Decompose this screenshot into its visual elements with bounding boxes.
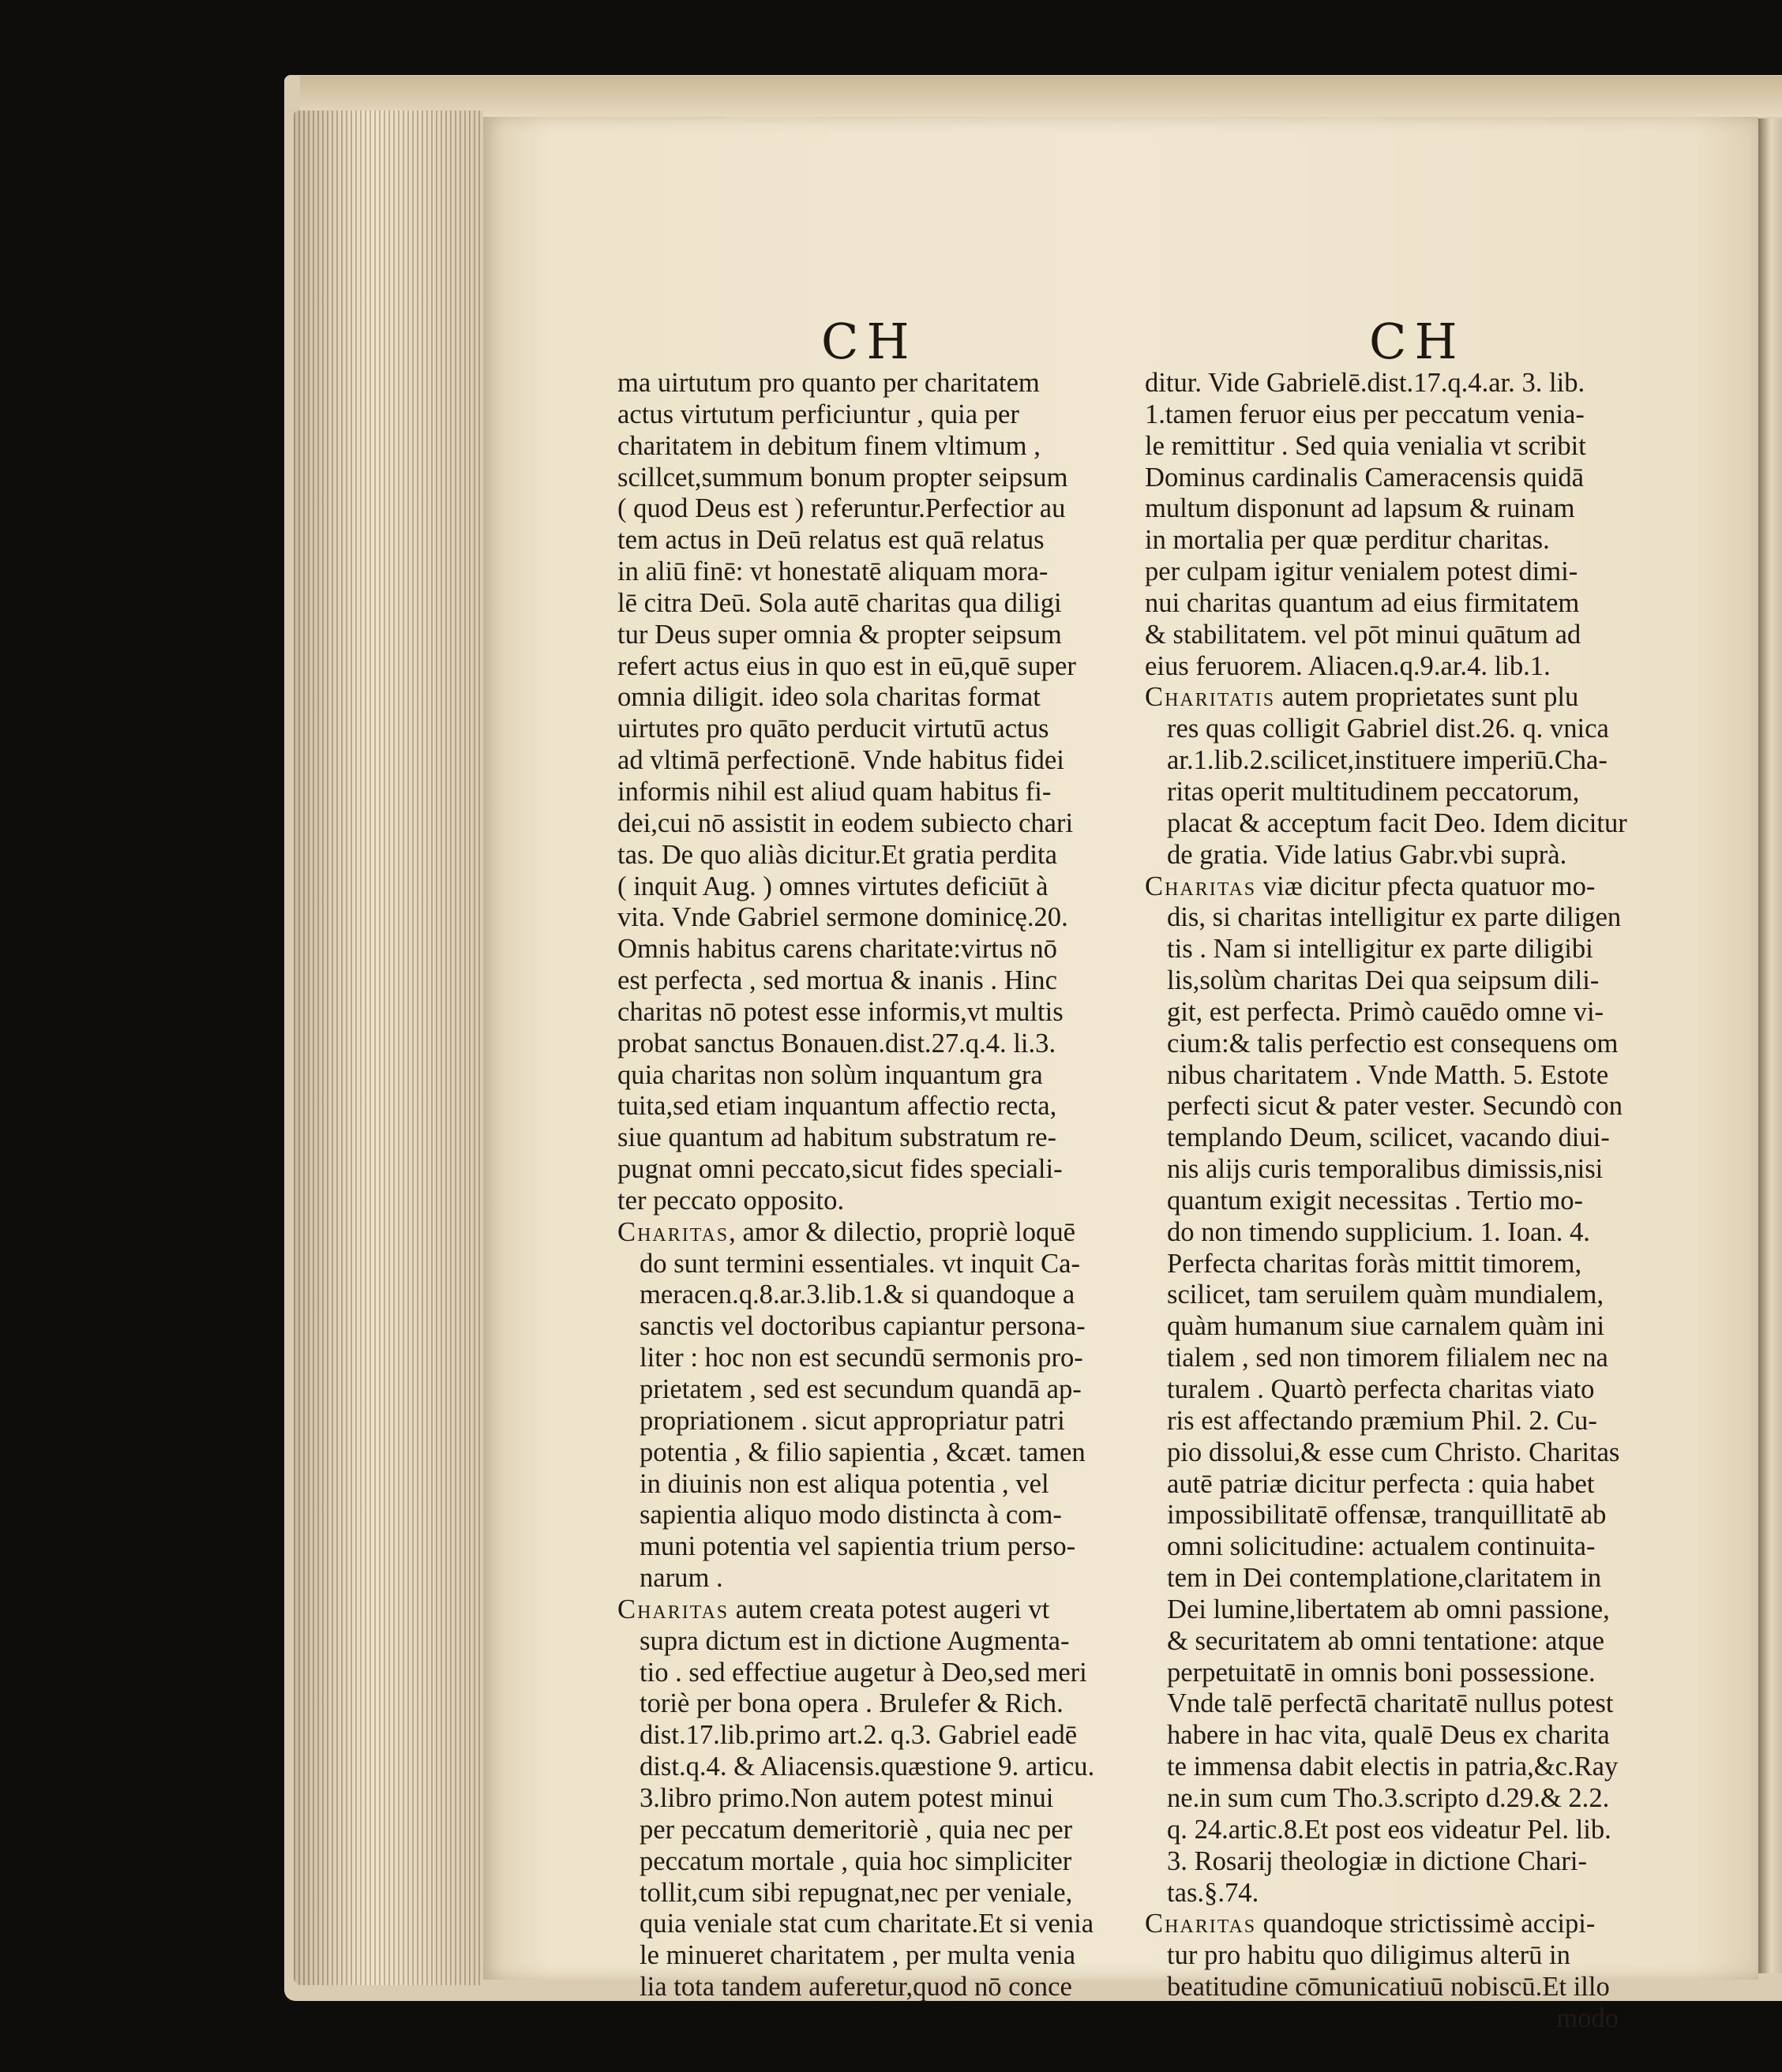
- text-line: [617, 1688, 1127, 1720]
- text-line: [1145, 1091, 1650, 1122]
- text-line: [1145, 777, 1650, 808]
- text-line: [1145, 1249, 1650, 1280]
- line-text: dist.17.lib.primo art.2. q.3. Gabriel eadē: [640, 1720, 1078, 1751]
- line-text: viæ dicitur pfecta quatuor mo-: [1256, 871, 1596, 901]
- text-line: [1145, 1469, 1650, 1501]
- text-line: [1145, 1909, 1650, 1940]
- text-line: [617, 1940, 1127, 1972]
- line-text: est perfecta , sed mortua & inanis . Hinc: [617, 965, 1057, 996]
- text-line: [1145, 1531, 1650, 1563]
- text-line: [617, 1060, 1127, 1092]
- text-line: [1145, 1154, 1650, 1186]
- line-text: te immensa dabit electis in patria,&c.Ray: [1167, 1752, 1619, 1782]
- line-text: templando Deum, scilicet, vacando diui-: [1167, 1122, 1610, 1153]
- text-line: [1145, 1940, 1650, 1972]
- line-text: liter : hoc non est secundū sermonis pro-: [640, 1343, 1083, 1373]
- line-text: tas.§.74.: [1167, 1877, 1259, 1908]
- line-text: tem actus in Deū relatus est quā relatus: [617, 525, 1045, 556]
- text-line: [1145, 1594, 1650, 1626]
- line-text: quia veniale stat cum charitate.Et si venia: [640, 1909, 1094, 1939]
- line-text: ritas operit multitudinem peccatorum,: [1167, 776, 1580, 807]
- line-text: quia charitas non solùm inquantum gra: [617, 1059, 1043, 1090]
- line-text: tur pro habitu quo diligimus alterū in: [1167, 1940, 1570, 1971]
- line-text: ( quod Deus est ) referuntur.Perfectior au: [617, 493, 1066, 524]
- line-text: git, est perfecta. Primò cauēdo omne vi-: [1167, 996, 1604, 1027]
- line-text: omni solicitudine: actualem continuita-: [1167, 1531, 1596, 1562]
- line-text: do non timendo supplicium. 1. Ioan. 4.: [1167, 1216, 1590, 1247]
- line-text: dei,cui nō assistit in eodem subiecto chari: [617, 807, 1074, 838]
- text-line: [617, 1563, 1127, 1594]
- text-line: [617, 1280, 1127, 1311]
- line-text: turalem . Quartò perfecta charitas viato: [1167, 1374, 1595, 1404]
- line-text: tuita,sed etiam inquantum affectio recta,: [617, 1091, 1057, 1122]
- text-line: [1145, 1060, 1650, 1092]
- text-line: [617, 1311, 1127, 1343]
- entry-headword: Charitas: [1145, 871, 1257, 901]
- line-text: perfecti sicut & pater vester. Secundò con: [1167, 1091, 1623, 1122]
- line-text: quàm humanum siue carnalem quàm ini: [1167, 1311, 1605, 1342]
- text-line: [617, 1343, 1127, 1374]
- text-line: [617, 1469, 1127, 1501]
- line-text: modo: [1556, 2003, 1619, 2033]
- text-line: [1145, 1658, 1650, 1689]
- line-text: propriationem . sicut appropriatur patri: [640, 1405, 1065, 1436]
- line-text: impossibilitatē offensæ, tranquillitatē ab: [1167, 1500, 1607, 1531]
- text-line: [617, 1594, 1127, 1626]
- line-text: ris est affectando præmium Phil. 2. Cu-: [1167, 1405, 1597, 1436]
- running-header-left: CH: [821, 313, 917, 370]
- line-text: in mortalia per quæ perditur charitas.: [1145, 525, 1550, 556]
- text-line: [617, 1029, 1127, 1060]
- line-text: 1.tamen feruor eius per peccatum venia-: [1145, 399, 1585, 429]
- text-line: [1145, 682, 1650, 714]
- text-line: [1145, 1029, 1650, 1060]
- line-text: q. 24.artic.8.Et post eos videatur Pel. lib.: [1167, 1814, 1611, 1845]
- line-text: tur Deus super omnia & propter seipsum: [617, 619, 1062, 650]
- text-line: [1145, 1878, 1650, 1909]
- line-text: beatitudine cōmunicatiuū nobiscū.Et illo: [1167, 1972, 1610, 2003]
- text-line: [1145, 463, 1650, 494]
- line-text: sapientia aliquo modo distincta à com-: [640, 1500, 1062, 1531]
- line-text: le remittitur . Sed quia venialia vt scribit: [1145, 430, 1586, 461]
- text-line: [617, 431, 1127, 463]
- line-text: 3. Rosarij theologiæ in dictione Chari-: [1167, 1845, 1588, 1876]
- line-text: dis, si charitas intelligitur ex parte diligen: [1167, 902, 1622, 933]
- text-line: [617, 808, 1127, 840]
- right-column: [1145, 368, 1650, 2035]
- text-line: [617, 556, 1127, 588]
- line-text: de gratia. Vide latius Gabr.vbi suprà.: [1167, 839, 1567, 870]
- right-page-gutter: [1754, 118, 1782, 1973]
- line-text: autem creata potest augeri vt: [729, 1594, 1050, 1624]
- text-line: [617, 682, 1127, 714]
- text-line: [617, 1658, 1127, 1689]
- line-text: ter peccato opposito.: [617, 1185, 845, 1216]
- text-line: [1145, 1374, 1650, 1406]
- line-text: peccatum mortale , quia hoc simpliciter: [640, 1845, 1072, 1876]
- text-line: [617, 1154, 1127, 1186]
- text-line: [617, 620, 1127, 651]
- text-line: [617, 1249, 1127, 1280]
- line-text: in diuinis non est aliqua potentia , vel: [640, 1468, 1049, 1499]
- text-line: [1145, 1563, 1650, 1594]
- line-text: autem proprietates sunt plu: [1275, 682, 1579, 713]
- line-text: ditur. Vide Gabrielē.dist.17.q.4.ar. 3. lib.: [1145, 368, 1585, 398]
- book-top-edge: [300, 76, 1782, 117]
- text-line: [617, 651, 1127, 683]
- text-line: [617, 1500, 1127, 1531]
- text-line: [1145, 1688, 1650, 1720]
- text-line: [1145, 997, 1650, 1029]
- line-text: scillcet,summum bonum propter seipsum: [617, 462, 1068, 493]
- text-line: [617, 1720, 1127, 1752]
- text-line: [617, 777, 1127, 808]
- text-line: [617, 1909, 1127, 1940]
- text-line: [617, 714, 1127, 745]
- text-line: [1145, 808, 1650, 840]
- text-line: [1145, 651, 1650, 683]
- entry-headword: Charitatis: [1145, 682, 1276, 713]
- text-line: [1145, 1972, 1650, 2003]
- line-text: actus virtutum perficiuntur , quia per: [617, 399, 1019, 429]
- line-text: ne.in sum cum Tho.3.scripto d.29.& 2.2.: [1167, 1782, 1610, 1813]
- text-line: [617, 588, 1127, 620]
- line-text: perpetuitatē in omnis boni possessione.: [1167, 1657, 1596, 1688]
- text-line: [1145, 1500, 1650, 1531]
- text-line: [617, 1437, 1127, 1469]
- text-line: [617, 1217, 1127, 1249]
- text-line: [1145, 368, 1650, 399]
- text-line: [1145, 525, 1650, 556]
- text-line: [1145, 556, 1650, 588]
- line-text: ad vltimā perfectionē. Vnde habitus fidei: [617, 745, 1064, 776]
- line-text: placat & acceptum facit Deo. Idem dicitur: [1167, 807, 1627, 838]
- text-line: [617, 1815, 1127, 1846]
- line-text: lē citra Deū. Sola autē charitas qua diligi: [617, 587, 1062, 618]
- line-text: tollit,cum sibi repugnat,nec per veniale,: [640, 1877, 1073, 1908]
- text-line: [1145, 965, 1650, 997]
- entry-headword: Charitas: [617, 1216, 730, 1247]
- text-line: [617, 1091, 1127, 1122]
- text-line: [1145, 840, 1650, 871]
- text-line: [617, 997, 1127, 1029]
- text-line: [1145, 1437, 1650, 1469]
- line-text: ( inquit Aug. ) omnes virtutes deficiūt à: [617, 871, 1049, 901]
- running-header-right: CH: [1369, 313, 1465, 370]
- text-line: [1145, 934, 1650, 965]
- text-line: [1145, 1752, 1650, 1783]
- line-text: lis,solùm charitas Dei qua seipsum dili-: [1167, 965, 1600, 996]
- text-line: [1145, 1846, 1650, 1878]
- line-text: omnia diligit. ideo sola charitas format: [617, 682, 1041, 713]
- text-line: [617, 368, 1127, 399]
- text-line: [617, 525, 1127, 556]
- line-text: & securitatem ab omni tentatione: atque: [1167, 1625, 1605, 1656]
- line-text: supra dictum est in dictione Augmenta-: [640, 1625, 1070, 1656]
- text-line: [1145, 1280, 1650, 1311]
- line-text: tis . Nam si intelligitur ex parte diligibi: [1167, 934, 1593, 965]
- text-line: [617, 1972, 1127, 2003]
- line-text: Dei lumine,libertatem ab omni passione,: [1167, 1594, 1610, 1624]
- line-text: do sunt termini essentiales. vt inquit Ca-: [640, 1248, 1080, 1279]
- text-line: [617, 965, 1127, 997]
- line-text: Perfecta charitas foràs mittit timorem,: [1167, 1248, 1582, 1279]
- text-line: [1145, 2003, 1650, 2035]
- line-text: Omnis habitus carens charitate:virtus nō: [617, 934, 1057, 965]
- text-line: [617, 1406, 1127, 1437]
- text-line: [1145, 1815, 1650, 1846]
- text-line: [617, 1374, 1127, 1406]
- line-text: informis nihil est aliud quam habitus fi-: [617, 776, 1052, 807]
- text-line: [1145, 1783, 1650, 1815]
- line-text: pugnat omni peccato,sicut fides speciali-: [617, 1154, 1063, 1185]
- line-text: toriè per bona opera . Brulefer & Rich.: [640, 1688, 1064, 1719]
- text-line: [1145, 1311, 1650, 1343]
- line-text: charitatem in debitum finem vltimum ,: [617, 430, 1041, 461]
- line-text: potentia , & filio sapientia , &cæt. tamen: [640, 1437, 1086, 1467]
- line-text: nis alijs curis temporalibus dimissis,nisi: [1167, 1154, 1604, 1185]
- text-line: [617, 493, 1127, 525]
- text-line: [1145, 588, 1650, 620]
- line-text: meracen.q.8.ar.3.lib.1.& si quandoque a: [640, 1280, 1075, 1310]
- line-text: siue quantum ad habitum substratum re-: [617, 1122, 1057, 1153]
- line-text: sanctis vel doctoribus capiantur persona-: [640, 1311, 1086, 1342]
- line-text: , amor & dilectio, propriè loquē: [729, 1216, 1075, 1247]
- line-text: nui charitas quantum ad eius firmitatem: [1145, 587, 1580, 618]
- line-text: Vnde talē perfectā charitatē nullus potest: [1167, 1688, 1614, 1719]
- line-text: quandoque strictissimè accipi-: [1256, 1909, 1596, 1939]
- text-line: [617, 1626, 1127, 1658]
- line-text: 3.libro primo.Non autem potest minui: [640, 1782, 1054, 1813]
- text-line: [617, 840, 1127, 871]
- text-line: [1145, 745, 1650, 777]
- text-line: [617, 1846, 1127, 1878]
- line-text: & stabilitatem. vel pōt minui quātum ad: [1145, 619, 1581, 650]
- line-text: eius feruorem. Aliacen.q.9.ar.4. lib.1.: [1145, 650, 1551, 681]
- text-line: [617, 1531, 1127, 1563]
- line-text: tem in Dei contemplatione,claritatem in: [1167, 1563, 1602, 1594]
- line-text: prietatem , sed est secundum quandā ap-: [640, 1374, 1082, 1404]
- line-text: scilicet, tam seruilem quàm mundialem,: [1167, 1280, 1604, 1310]
- line-text: Dominus cardinalis Cameracensis quidā: [1145, 462, 1584, 493]
- line-text: tio . sed effectiue augetur à Deo,sed meri: [640, 1657, 1087, 1688]
- line-text: ma uirtutum pro quanto per charitatem: [617, 368, 1040, 398]
- line-text: res quas colligit Gabriel dist.26. q. vnica: [1167, 714, 1609, 744]
- text-line: [1145, 399, 1650, 431]
- line-text: per culpam igitur venialem potest dimi-: [1145, 556, 1578, 587]
- text-line: [1145, 1186, 1650, 1217]
- text-line: [1145, 714, 1650, 745]
- text-line: [617, 871, 1127, 903]
- page-edges: [294, 111, 483, 1985]
- text-line: [617, 1752, 1127, 1783]
- line-text: habere in hac vita, qualē Deus ex charita: [1167, 1720, 1610, 1751]
- text-line: [617, 1878, 1127, 1909]
- text-line: [1145, 1406, 1650, 1437]
- line-text: le minueret charitatem , per multa venia: [640, 1940, 1076, 1971]
- text-line: [1145, 620, 1650, 651]
- text-line: [617, 902, 1127, 934]
- line-text: pio dissolui,& esse cum Christo. Charitas: [1167, 1437, 1620, 1467]
- line-text: multum disponunt ad lapsum & ruinam: [1145, 493, 1575, 524]
- text-line: [1145, 1720, 1650, 1752]
- text-line: [1145, 1343, 1650, 1374]
- text-line: [1145, 1217, 1650, 1249]
- line-text: dist.q.4. & Aliacensis.quæstione 9. articu.: [640, 1752, 1095, 1782]
- line-text: narum .: [640, 1563, 723, 1594]
- text-line: [1145, 431, 1650, 463]
- line-text: nibus charitatem . Vnde Matth. 5. Estote: [1167, 1059, 1609, 1090]
- text-line: [617, 399, 1127, 431]
- text-line: [617, 934, 1127, 965]
- line-text: quantum exigit necessitas . Tertio mo-: [1167, 1185, 1584, 1216]
- line-text: cium:& talis perfectio est consequens om: [1167, 1028, 1619, 1058]
- line-text: lia tota tandem auferetur,quod nō conce: [640, 1972, 1072, 2003]
- text-line: [1145, 493, 1650, 525]
- line-text: autē patriæ dicitur perfecta : quia habet: [1167, 1468, 1595, 1499]
- line-text: in aliū finē: vt honestatē aliquam mora-: [617, 556, 1049, 587]
- line-text: probat sanctus Bonauen.dist.27.q.4. li.3.: [617, 1028, 1056, 1058]
- line-text: vita. Vnde Gabriel sermone dominicę.20.: [617, 902, 1068, 933]
- text-line: [617, 1186, 1127, 1217]
- text-line: [1145, 902, 1650, 934]
- left-column: [617, 368, 1127, 2003]
- text-line: [617, 463, 1127, 494]
- line-text: charitas nō potest esse informis,vt multis: [617, 996, 1064, 1027]
- text-line: [617, 745, 1127, 777]
- text-line: [1145, 1626, 1650, 1658]
- line-text: per peccatum demeritoriè , quia nec per: [640, 1814, 1073, 1845]
- line-text: ar.1.lib.2.scilicet,instituere imperiū.Cha-: [1167, 745, 1608, 776]
- line-text: refert actus eius in quo est in eū,quē super: [617, 650, 1076, 681]
- text-line: [1145, 1122, 1650, 1154]
- line-text: tas. De quo aliàs dicitur.Et gratia perdita: [617, 839, 1057, 870]
- entry-headword: Charitas: [1145, 1909, 1257, 1939]
- line-text: muni potentia vel sapientia trium perso-: [640, 1531, 1076, 1562]
- text-line: [617, 1122, 1127, 1154]
- line-text: tialem , sed non timorem filialem nec na: [1167, 1343, 1608, 1373]
- entry-headword: Charitas: [617, 1594, 730, 1624]
- line-text: uirtutes pro quāto perducit virtutū actus: [617, 714, 1049, 744]
- page: [483, 117, 1758, 2033]
- text-line: [1145, 871, 1650, 903]
- text-line: [617, 1783, 1127, 1815]
